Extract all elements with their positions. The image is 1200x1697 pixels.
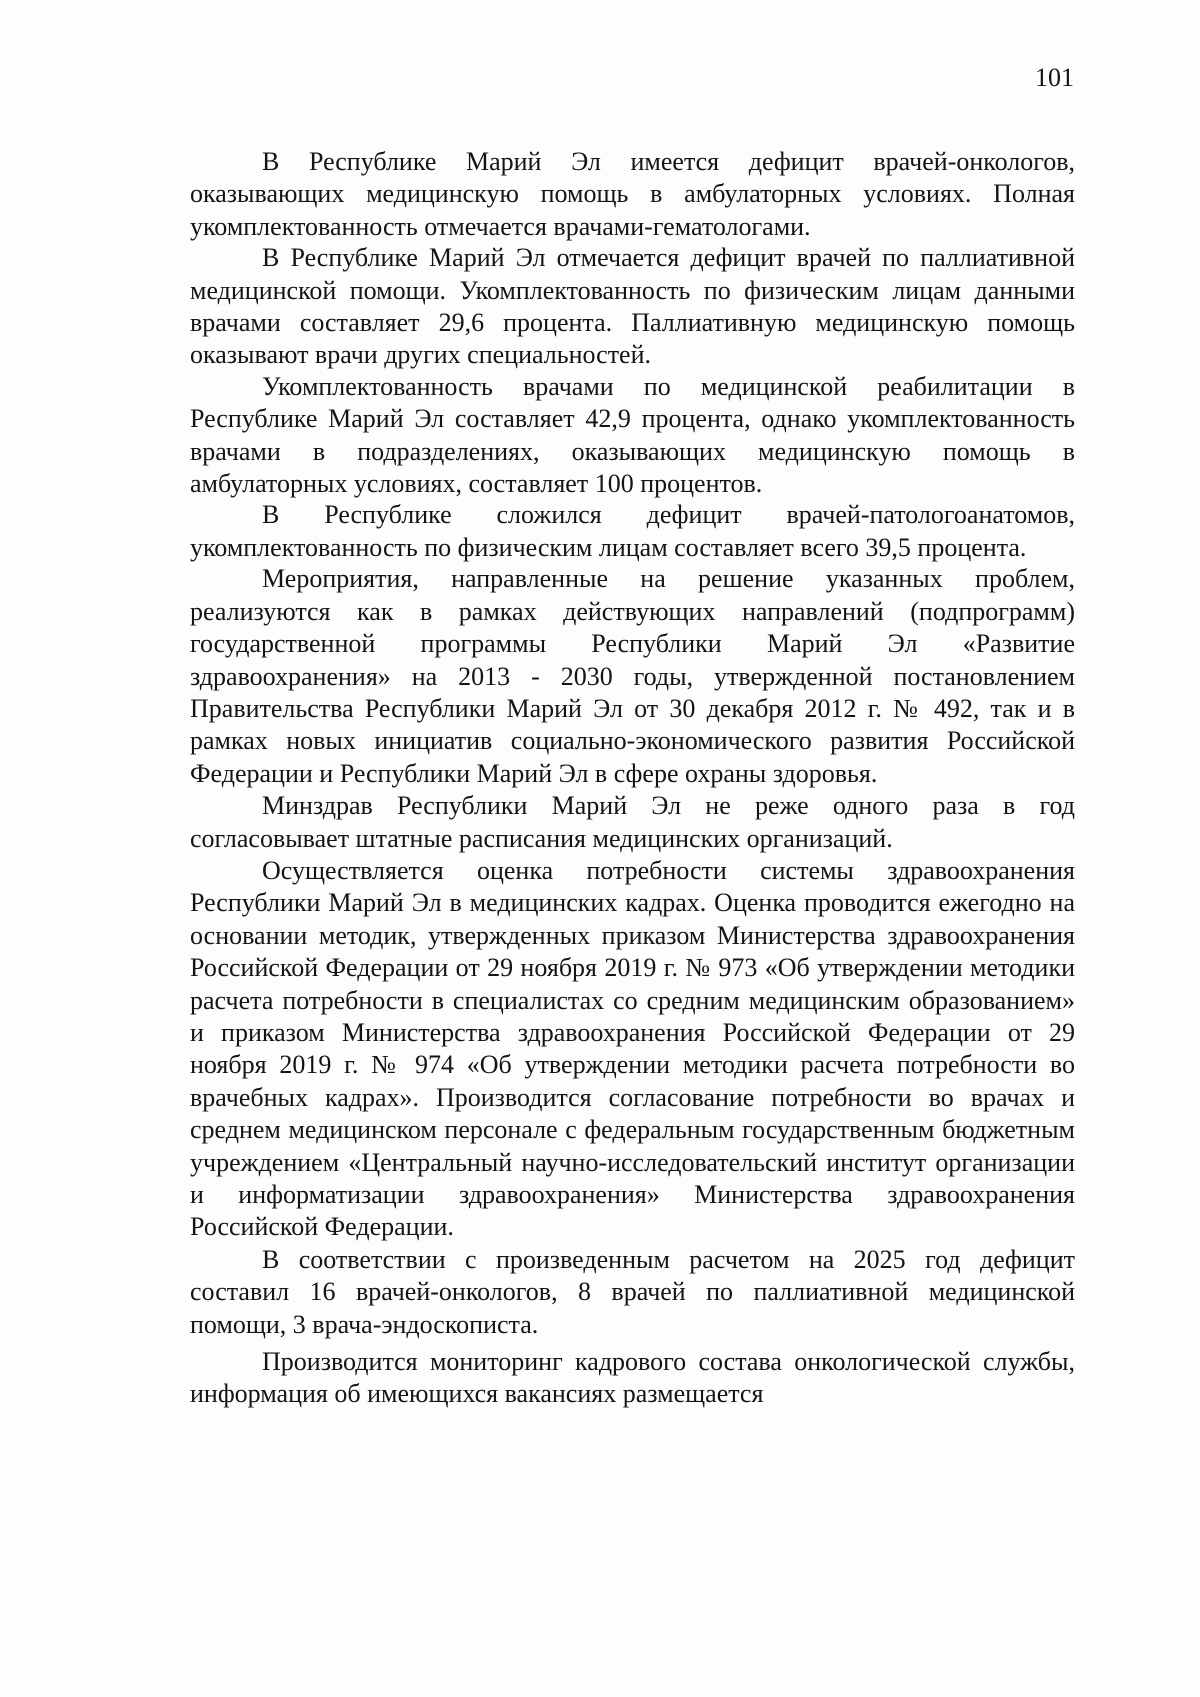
paragraph-measures: Мероприятия, направленные на решение указанных проблем, реализуются как в рамках действующих направлений (подпрограмм) государственной программы Республики Марий Эл «Развитие здравоохранения» на 2013 - 2030 годы, утвержденной постановлением Правительства Республики Марий Эл от 30 декабря 2012 г. № 492, так и в рамках новых инициатив социально-экономического развития Российской Федерации и Республики Марий Эл в сфере охраны здоровья. [190,564,1075,788]
paragraph-monitoring: Производится мониторинг кадрового состава онкологической службы, информация об имеющихся вакансиях размещается [190,1347,1075,1409]
paragraph-staffing-schedules: Минздрав Республики Марий Эл не реже одного раза в год согласовывает штатные расписания медицинских организаций. [190,791,1075,853]
paragraph-needs-assessment: Осуществляется оценка потребности системы здравоохранения Республики Марий Эл в медицинских кадрах. Оценка проводится ежегодно на основании методик, утвержденных приказом Министерства здравоохранения Российской Федерации от 29 ноября 2019 г. № 973 «Об утверждении методики расчета потребности в специалистах со средним медицинским образованием» и приказом Министерства здравоохранения Российской Федерации от 29 ноября 2019 г. № 974 «Об утверждении методики расчета потребности во врачебных кадрах». Производится согласование потребности во врачах и среднем медицинском персонале с федеральным государственным бюджетным учреждением «Центральный научно-исследовательский институт организации и информатизации здравоохранения» Министерства здравоохранения Российской Федерации. [190,855,1075,1242]
paragraph-palliative-care: В Республике Марий Эл отмечается дефицит врачей по паллиативной медицинской помощи. Укомплектованность по физическим лицам данными врачами составляет 29,6 процента. Паллиативную медицинскую помощь оказывают врачи других специальностей. [190,243,1075,370]
paragraph-rehabilitation: Укомплектованность врачами по медицинской реабилитации в Республике Марий Эл составляет 42,9 процента, однако укомплектованность врачами в подразделениях, оказывающих медицинскую помощь в амбулаторных условиях, составляет 100 процентов. [190,371,1075,499]
page-number: 101 [1035,63,1074,92]
body-text [190,146,1075,1411]
paragraph-2025-calculation: В соответствии с произведенным расчетом на 2025 год дефицит составил 16 врачей-онкологов, 8 врачей по паллиативной медицинской помощи, 3 врача-эндоскописта. [190,1244,1075,1339]
paragraph-pathologists-deficit: В Республике сложился дефицит врачей-патологоанатомов, укомплектованность по физическим лицам составляет всего 39,5 процента. [190,500,1075,562]
paragraph-oncologists-deficit: В Республике Марий Эл имеется дефицит врачей-онкологов, оказывающих медицинскую помощь в амбулаторных условиях. Полная укомплектованность отмечается врачами-гематологами. [190,147,1075,241]
